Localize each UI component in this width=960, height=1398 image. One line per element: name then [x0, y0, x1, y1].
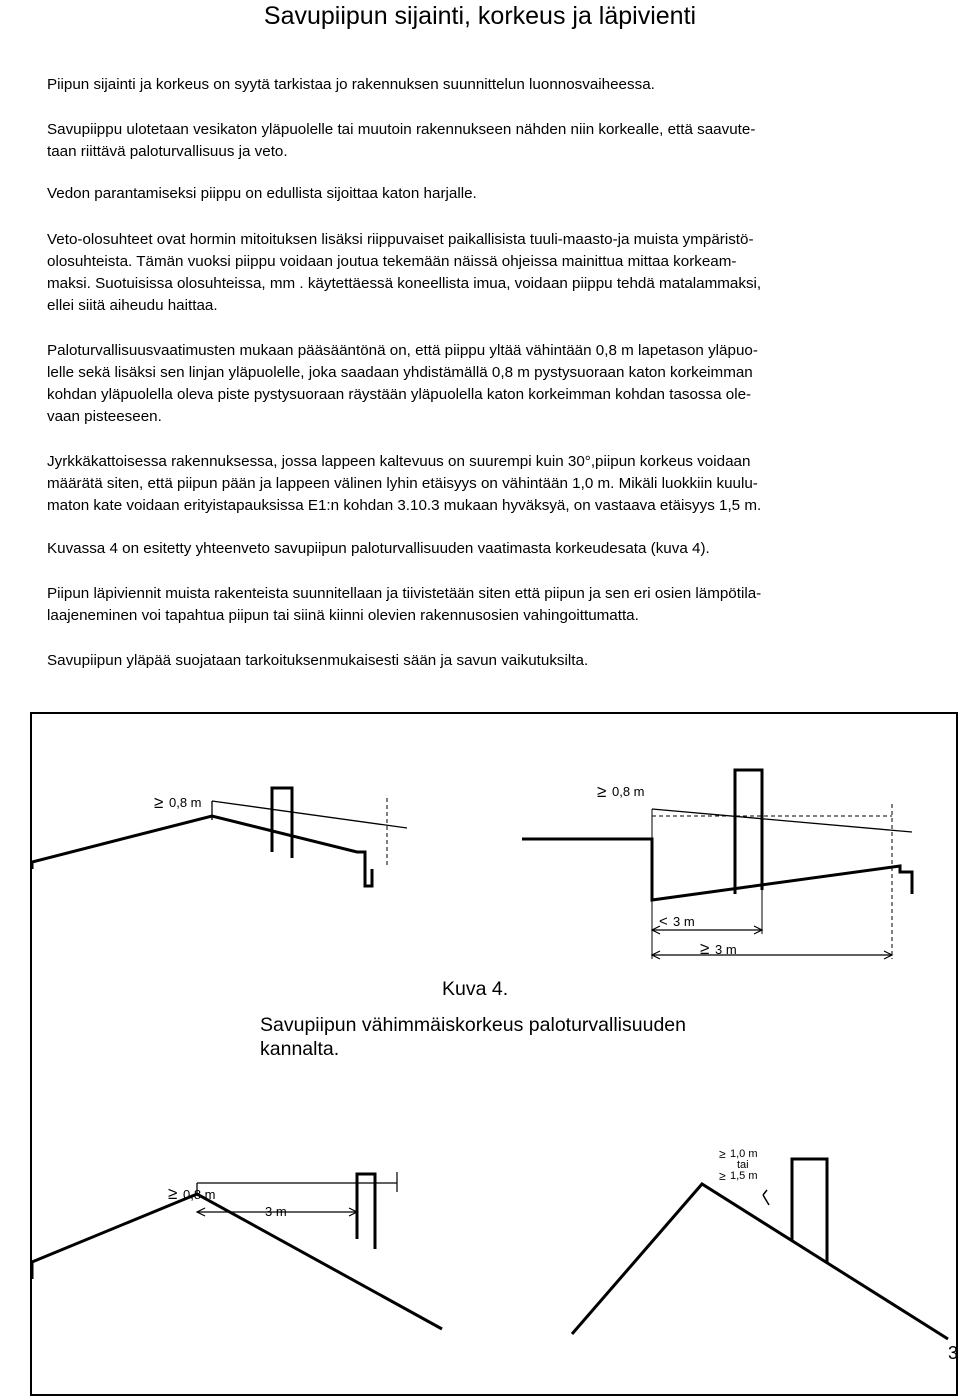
- figure-caption-number: Kuva 4.: [442, 978, 509, 1000]
- chimney: [735, 770, 762, 894]
- text-line: Kuvassa 4 on esitetty yhteenveto savupiipun paloturvallisuuden vaatimasta korkeudesata (kuva 4).: [47, 540, 710, 557]
- caption-line: Savupiipun vähimmäiskorkeus paloturvallisuuden: [260, 1014, 686, 1036]
- paragraph-summary: [47, 538, 907, 560]
- paragraph-steep-roof: [47, 451, 907, 517]
- perpendicular-line: [763, 1190, 767, 1195]
- text-line: Jyrkkäkattoisessa rakennuksessa, jossa lappeen kaltevuus on suurempi kuin 30°,piipun korkeus voidaan: [47, 453, 751, 470]
- ge-symbol: ≥: [168, 1184, 178, 1203]
- paragraph-penetrations: [47, 583, 907, 627]
- caption-line: kannalta.: [260, 1038, 340, 1060]
- label-1-0m: 1,0 m: [730, 1148, 758, 1160]
- text-line: Paloturvallisuusvaatimusten mukaan pääsääntönä on, että piippu yltää vähintään 0,8 m lapetason yläpuo-: [47, 342, 758, 359]
- text-line: Veto-olosuhteet ovat hormin mitoituksen lisäksi riippuvaiset paikallisista tuuli-maasto-ja muista ympäristö-: [47, 231, 754, 248]
- roof-outline: [32, 1194, 442, 1329]
- paragraph-protection: [47, 650, 907, 672]
- text-line: Savupiipun yläpää suojataan tarkoituksenmukaisesti sään ja savun vaikutuksilta.: [47, 652, 589, 669]
- chimney: [792, 1159, 827, 1263]
- figure-caption: [260, 1013, 686, 1061]
- label-at-least-3m: 3 m: [715, 942, 737, 957]
- paragraph-intro: [47, 74, 907, 96]
- roof-diagram-4: [572, 1159, 948, 1339]
- perpendicular-line: [763, 1195, 769, 1205]
- text-line: laajeneminen voi tapahtua piipun tai siinä kiinni olevien rakennusosien vahingoittumatta.: [47, 607, 639, 624]
- guides-diagram-1: [212, 798, 407, 868]
- text-line: määrätä siten, että piipun pään ja lappeen välinen lyhin etäisyys on vähintään 1,0 m. Mikäli luokkiin kuulu-: [47, 475, 758, 492]
- label-0-8m: 0,8 m: [183, 1187, 216, 1202]
- ge-symbol: ≥: [597, 782, 607, 801]
- label-tai: tai: [737, 1159, 749, 1171]
- label-3m: 3 m: [265, 1204, 287, 1219]
- text-line: kohdan yläpuolella oleva piste pystysuoraan räystään yläpuolella katon korkeimman kohdan tasossa ole-: [47, 386, 752, 403]
- figure-chimney-heights: [30, 712, 958, 1396]
- label-under-3m: 3 m: [673, 914, 695, 929]
- text-line: taan riittävä paloturvallisuus ja veto.: [47, 143, 288, 160]
- label-0-8m: 0,8 m: [169, 795, 202, 810]
- paragraph-fire-safety: [47, 340, 907, 428]
- roof-diagram-3: [32, 1174, 442, 1329]
- roof-diagram-1: [32, 788, 372, 886]
- page-number: 3: [947, 1343, 958, 1363]
- text-line: vaan pisteeseen.: [47, 408, 162, 425]
- label-1-5m: 1,5 m: [730, 1170, 758, 1182]
- paragraph-conditions: [47, 229, 907, 317]
- roof-diagram-2: [522, 770, 912, 900]
- roof-outline: [522, 839, 912, 900]
- chimney: [357, 1174, 375, 1249]
- text-line: maton kate voidaan erityistapauksissa E1:n kohdan 3.10.3 mukaan hyväksyä, on vastaava etäisyys 1,5 m.: [47, 497, 762, 514]
- label-0-8m: 0,8 m: [612, 784, 645, 799]
- sight-line: [652, 809, 912, 832]
- text-line: maksi. Suotuisissa olosuhteissa, mm . käytettäessä koneellista imua, voidaan piippu tehdä matalammaksi,: [47, 275, 762, 292]
- ge-symbol: ≥: [719, 1169, 726, 1183]
- roof-outline: [572, 1184, 948, 1339]
- text-line: olosuhteista. Tämän vuoksi piippu voidaan joutua tekemään näissä ohjeissa mainittua mittaa korkeam-: [47, 253, 737, 270]
- guides-diagram-4: [763, 1190, 769, 1205]
- paragraph-draft: [47, 183, 907, 205]
- text-line: Vedon parantamiseksi piippu on edullista sijoittaa katon harjalle.: [47, 185, 477, 202]
- text-line: lelle sekä lisäksi sen linjan yläpuolelle, joka saadaan yhdistämällä 0,8 m pystysuoraan katon korkeimman: [47, 364, 753, 381]
- lt-symbol: <: [659, 913, 668, 930]
- text-line: Piipun sijainti ja korkeus on syytä tarkistaa jo rakennuksen suunnittelun luonnosvaiheessa.: [47, 76, 655, 93]
- text-line: Savupiippu ulotetaan vesikaton yläpuolelle tai muutoin rakennukseen nähden niin korkealle, että saavute-: [47, 121, 756, 138]
- text-line: Piipun läpiviennit muista rakenteista suunnitellaan ja tiivistetään siten että piipun ja sen eri osien lämpötila-: [47, 585, 762, 602]
- paragraph-height: [47, 119, 907, 163]
- chimney: [272, 788, 292, 858]
- page-title: Savupiipun sijainti, korkeus ja läpivienti: [263, 2, 697, 30]
- ge-symbol: ≥: [700, 939, 710, 958]
- ge-symbol: ≥: [719, 1147, 726, 1161]
- text-line: ellei siitä aiheudu haittaa.: [47, 297, 218, 314]
- roof-outline: [32, 816, 372, 886]
- ge-symbol: ≥: [154, 793, 164, 812]
